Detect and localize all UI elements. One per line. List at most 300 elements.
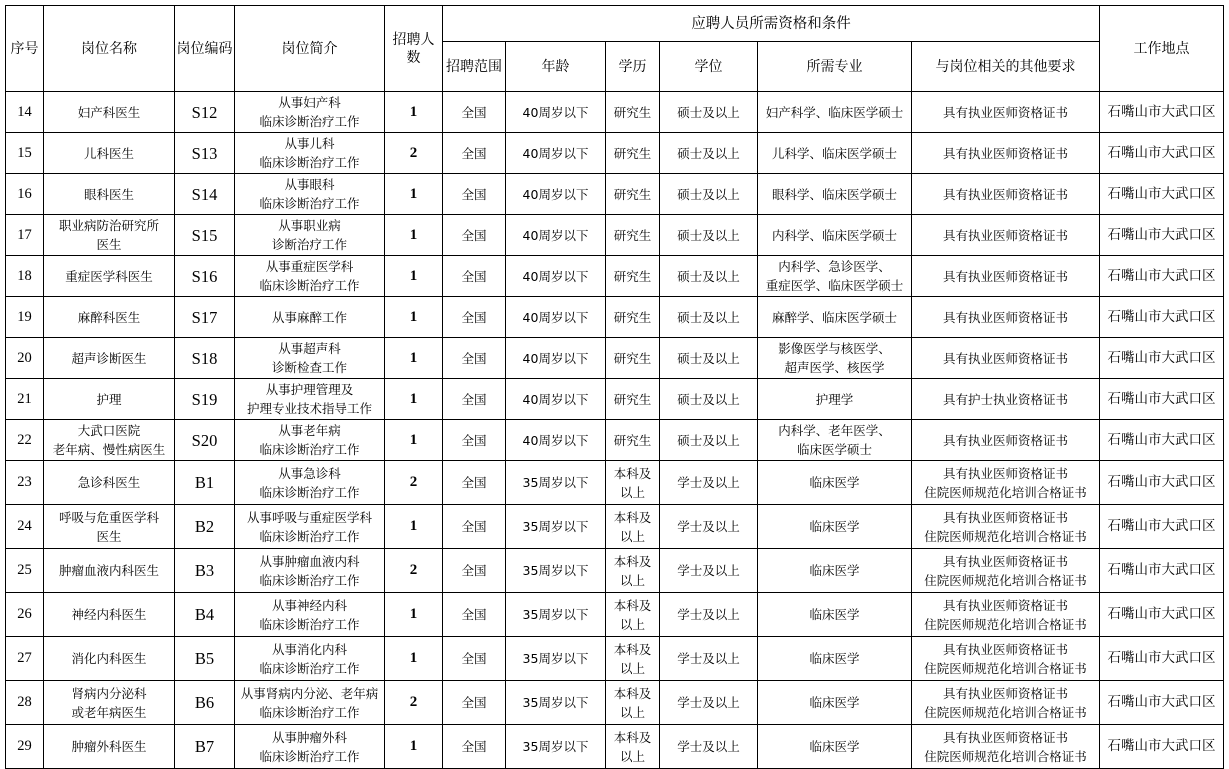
table-row [6, 637, 1224, 681]
cell-index: 18 [6, 256, 44, 297]
cell-location: 石嘴山市大武口区 [1100, 297, 1224, 338]
cell-post-name [44, 681, 175, 725]
cell-post-desc [235, 338, 385, 379]
header-location: 工作地点 [1100, 6, 1224, 92]
cell-location: 石嘴山市大武口区 [1100, 549, 1224, 593]
header-post-name: 岗位名称 [44, 6, 175, 92]
cell-major [758, 174, 912, 215]
cell-degree: 学士及以上 [660, 549, 758, 593]
cell-scope: 全国 [443, 505, 506, 549]
cell-recruit-count: 1 [385, 637, 443, 681]
cell-major-line: 妇产科学、临床医学硕士 [765, 104, 904, 120]
cell-major-line: 临床医学 [809, 739, 860, 754]
cell-other-line: 具有执业医师资格证书 [943, 186, 1069, 202]
cell-post-desc-line: 临床诊断治疗工作 [259, 616, 360, 632]
cell-post-name [44, 379, 175, 420]
cell-age: 35周岁以下 [506, 637, 606, 681]
cell-age: 40周岁以下 [506, 133, 606, 174]
cell-major-line: 护理学 [815, 391, 854, 407]
cell-scope: 全国 [443, 297, 506, 338]
cell-post-code: B5 [175, 637, 235, 681]
cell-post-name-line: 医生 [96, 237, 122, 252]
cell-education [606, 461, 660, 505]
cell-degree: 学士及以上 [660, 505, 758, 549]
cell-index: 27 [6, 637, 44, 681]
cell-other [912, 637, 1100, 681]
cell-other-line: 具有执业医师资格证书 [943, 597, 1069, 613]
cell-education [606, 549, 660, 593]
cell-post-desc-line: 临床诊断治疗工作 [259, 528, 360, 544]
cell-post-desc-line: 从事老年病 [278, 423, 341, 438]
cell-education-line: 本科及 [613, 597, 652, 613]
cell-post-code: S14 [175, 174, 235, 215]
cell-major [758, 725, 912, 769]
cell-post-name [44, 215, 175, 256]
cell-post-desc-line: 临床诊断治疗工作 [259, 748, 360, 764]
cell-location: 石嘴山市大武口区 [1100, 256, 1224, 297]
cell-location: 石嘴山市大武口区 [1100, 174, 1224, 215]
cell-major-line: 临床医学硕士 [796, 442, 872, 457]
cell-post-desc [235, 420, 385, 461]
cell-degree: 硕士及以上 [660, 297, 758, 338]
cell-post-name-line: 医生 [96, 528, 122, 544]
cell-location: 石嘴山市大武口区 [1100, 215, 1224, 256]
cell-major-line: 内科学、临床医学硕士 [771, 227, 897, 243]
table-row [6, 174, 1224, 215]
cell-index: 17 [6, 215, 44, 256]
cell-post-desc [235, 593, 385, 637]
cell-post-code: B1 [175, 461, 235, 505]
header-education: 学历 [606, 42, 660, 92]
cell-age: 40周岁以下 [506, 174, 606, 215]
header-major: 所需专业 [758, 42, 912, 92]
cell-major-line: 儿科学、临床医学硕士 [771, 145, 897, 161]
cell-major [758, 420, 912, 461]
cell-education-line: 本科及 [613, 509, 652, 525]
cell-other-line: 住院医师规范化培训合格证书 [924, 748, 1087, 764]
cell-post-desc-line: 诊断检查工作 [271, 360, 347, 375]
cell-scope: 全国 [443, 215, 506, 256]
cell-post-name-line: 护理 [96, 391, 122, 407]
cell-education-line: 研究生 [613, 309, 652, 325]
cell-post-desc-line: 临床诊断治疗工作 [259, 155, 360, 170]
cell-post-code: S18 [175, 338, 235, 379]
cell-education-line: 以上 [619, 704, 645, 720]
cell-recruit-count: 1 [385, 725, 443, 769]
cell-other [912, 379, 1100, 420]
cell-major [758, 549, 912, 593]
cell-education [606, 637, 660, 681]
cell-post-name [44, 637, 175, 681]
cell-education [606, 297, 660, 338]
cell-education-line: 研究生 [613, 391, 652, 407]
cell-major [758, 256, 912, 297]
cell-post-desc-line: 从事护理管理及 [265, 382, 354, 397]
cell-post-name-line: 神经内科医生 [71, 607, 147, 622]
cell-post-name [44, 133, 175, 174]
cell-index: 22 [6, 420, 44, 461]
cell-major [758, 593, 912, 637]
cell-post-desc-line: 临床诊断治疗工作 [259, 442, 360, 457]
cell-other [912, 593, 1100, 637]
cell-degree: 硕士及以上 [660, 379, 758, 420]
cell-post-desc-line: 从事麻醉工作 [271, 309, 347, 325]
cell-post-code: B7 [175, 725, 235, 769]
cell-post-name [44, 505, 175, 549]
cell-recruit-count: 1 [385, 593, 443, 637]
cell-other-line: 具有执业医师资格证书 [943, 268, 1069, 284]
cell-recruit-count: 2 [385, 133, 443, 174]
cell-post-name [44, 174, 175, 215]
cell-post-desc-line: 从事职业病 [278, 218, 341, 233]
cell-index: 20 [6, 338, 44, 379]
cell-major [758, 297, 912, 338]
cell-post-name [44, 256, 175, 297]
cell-other-line: 具有执业医师资格证书 [943, 685, 1069, 701]
cell-location: 石嘴山市大武口区 [1100, 461, 1224, 505]
cell-post-name [44, 549, 175, 593]
cell-post-desc [235, 256, 385, 297]
cell-recruit-count: 1 [385, 215, 443, 256]
cell-post-code: S19 [175, 379, 235, 420]
cell-degree: 学士及以上 [660, 681, 758, 725]
cell-major [758, 133, 912, 174]
cell-index: 26 [6, 593, 44, 637]
cell-post-name-line: 超声诊断医生 [71, 350, 147, 366]
cell-post-code: B3 [175, 549, 235, 593]
cell-age: 40周岁以下 [506, 379, 606, 420]
cell-age: 40周岁以下 [506, 92, 606, 133]
header-row-1 [6, 6, 1224, 42]
cell-post-code: S13 [175, 133, 235, 174]
cell-degree: 学士及以上 [660, 637, 758, 681]
header-other: 与岗位相关的其他要求 [912, 42, 1100, 92]
cell-post-code: S16 [175, 256, 235, 297]
cell-post-desc [235, 92, 385, 133]
header-age: 年龄 [506, 42, 606, 92]
cell-post-desc-line: 从事妇产科 [278, 95, 341, 110]
cell-other [912, 297, 1100, 338]
cell-scope: 全国 [443, 379, 506, 420]
cell-degree: 硕士及以上 [660, 215, 758, 256]
cell-scope: 全国 [443, 461, 506, 505]
cell-education [606, 215, 660, 256]
cell-post-code: B6 [175, 681, 235, 725]
cell-education-line: 本科及 [613, 465, 652, 481]
cell-post-desc-line: 从事肿瘤血液内科 [259, 553, 360, 569]
cell-education [606, 256, 660, 297]
cell-age: 35周岁以下 [506, 549, 606, 593]
cell-education [606, 338, 660, 379]
table-row [6, 297, 1224, 338]
cell-post-desc [235, 215, 385, 256]
cell-major-line: 临床医学 [809, 651, 860, 666]
cell-post-name-line: 或老年病医生 [71, 704, 147, 720]
cell-recruit-count: 1 [385, 505, 443, 549]
cell-education-line: 本科及 [613, 553, 652, 569]
cell-recruit-count: 1 [385, 338, 443, 379]
cell-education-line: 以上 [619, 660, 645, 676]
cell-age: 35周岁以下 [506, 681, 606, 725]
cell-education-line: 以上 [619, 616, 645, 632]
cell-recruit-count: 1 [385, 92, 443, 133]
cell-location: 石嘴山市大武口区 [1100, 338, 1224, 379]
cell-post-desc [235, 174, 385, 215]
table-row [6, 461, 1224, 505]
cell-post-name-line: 妇产科医生 [77, 104, 141, 120]
cell-post-desc-line: 临床诊断治疗工作 [259, 572, 360, 588]
cell-post-desc-line: 从事眼科 [284, 177, 335, 192]
cell-scope: 全国 [443, 133, 506, 174]
cell-other-line: 具有执业医师资格证书 [943, 350, 1069, 366]
table-row [6, 593, 1224, 637]
cell-major-line: 重症医学、临床医学硕士 [765, 278, 904, 293]
cell-other-line: 住院医师规范化培训合格证书 [924, 484, 1087, 500]
table-row [6, 725, 1224, 769]
cell-age: 40周岁以下 [506, 215, 606, 256]
cell-major-line: 麻醉学、临床医学硕士 [771, 309, 897, 325]
cell-recruit-count: 1 [385, 256, 443, 297]
cell-post-code: S12 [175, 92, 235, 133]
table-row [6, 681, 1224, 725]
cell-post-code: S15 [175, 215, 235, 256]
header-index: 序号 [6, 6, 44, 92]
cell-scope: 全国 [443, 681, 506, 725]
cell-other [912, 549, 1100, 593]
header-post-code: 岗位编码 [175, 6, 235, 92]
cell-other [912, 505, 1100, 549]
cell-other-line: 具有执业医师资格证书 [943, 641, 1069, 657]
cell-post-desc [235, 133, 385, 174]
cell-major-line: 临床医学 [809, 607, 860, 622]
cell-major [758, 681, 912, 725]
table-row [6, 420, 1224, 461]
cell-major [758, 505, 912, 549]
cell-post-desc-line: 从事神经内科 [271, 597, 347, 613]
cell-education-line: 研究生 [613, 104, 652, 120]
cell-index: 23 [6, 461, 44, 505]
cell-location: 石嘴山市大武口区 [1100, 379, 1224, 420]
cell-other-line: 具有执业医师资格证书 [943, 509, 1069, 525]
recruitment-table [5, 5, 1224, 769]
cell-location: 石嘴山市大武口区 [1100, 681, 1224, 725]
cell-education-line: 本科及 [613, 685, 652, 701]
header-scope: 招聘范围 [443, 42, 506, 92]
cell-education-line: 以上 [619, 528, 645, 544]
cell-other [912, 174, 1100, 215]
cell-post-name [44, 420, 175, 461]
cell-post-desc-line: 临床诊断治疗工作 [259, 196, 360, 211]
cell-other-line: 住院医师规范化培训合格证书 [924, 616, 1087, 632]
cell-education-line: 研究生 [613, 432, 652, 448]
cell-post-desc-line: 临床诊断治疗工作 [259, 660, 360, 676]
cell-education [606, 92, 660, 133]
cell-index: 24 [6, 505, 44, 549]
cell-age: 35周岁以下 [506, 593, 606, 637]
cell-age: 35周岁以下 [506, 461, 606, 505]
cell-index: 25 [6, 549, 44, 593]
cell-education-line: 以上 [619, 748, 645, 764]
cell-post-desc-line: 护理专业技术指导工作 [246, 401, 372, 416]
cell-education-line: 本科及 [613, 729, 652, 745]
cell-other [912, 681, 1100, 725]
cell-index: 19 [6, 297, 44, 338]
cell-other-line: 具有执业医师资格证书 [943, 227, 1069, 243]
cell-education-line: 研究生 [613, 186, 652, 202]
cell-index: 28 [6, 681, 44, 725]
cell-post-desc-line: 从事超声科 [278, 341, 341, 356]
cell-major-line: 超声医学、核医学 [784, 360, 885, 375]
cell-post-name-line: 儿科医生 [83, 145, 134, 161]
cell-post-name [44, 725, 175, 769]
cell-post-desc-line: 从事儿科 [284, 136, 335, 151]
cell-post-name [44, 338, 175, 379]
cell-other-line: 具有执业医师资格证书 [943, 465, 1069, 481]
cell-education-line: 本科及 [613, 641, 652, 657]
table-row [6, 338, 1224, 379]
cell-post-name [44, 461, 175, 505]
cell-location: 石嘴山市大武口区 [1100, 637, 1224, 681]
cell-other-line: 具有护士执业资格证书 [943, 391, 1069, 407]
cell-age: 40周岁以下 [506, 420, 606, 461]
cell-post-name [44, 593, 175, 637]
cell-recruit-count: 1 [385, 174, 443, 215]
cell-location: 石嘴山市大武口区 [1100, 420, 1224, 461]
cell-education-line: 研究生 [613, 350, 652, 366]
cell-other-line: 具有执业医师资格证书 [943, 145, 1069, 161]
cell-major-line: 临床医学 [809, 695, 860, 710]
cell-education [606, 505, 660, 549]
cell-post-name [44, 92, 175, 133]
cell-education-line: 以上 [619, 484, 645, 500]
cell-education-line: 研究生 [613, 145, 652, 161]
cell-post-desc-line: 临床诊断治疗工作 [259, 484, 360, 500]
cell-degree: 硕士及以上 [660, 420, 758, 461]
cell-degree: 学士及以上 [660, 593, 758, 637]
cell-major-line: 内科学、急诊医学、 [778, 259, 891, 274]
cell-education [606, 379, 660, 420]
cell-age: 35周岁以下 [506, 505, 606, 549]
cell-education [606, 133, 660, 174]
cell-scope: 全国 [443, 92, 506, 133]
cell-other-line: 住院医师规范化培训合格证书 [924, 660, 1087, 676]
cell-major [758, 379, 912, 420]
cell-post-name-line: 麻醉科医生 [77, 309, 141, 325]
cell-post-desc [235, 379, 385, 420]
cell-post-desc-line: 从事肾病内分泌、老年病 [240, 685, 379, 701]
table-body [6, 92, 1224, 769]
header-post-desc: 岗位简介 [235, 6, 385, 92]
cell-education-line: 以上 [619, 572, 645, 588]
cell-post-desc [235, 505, 385, 549]
cell-scope: 全国 [443, 725, 506, 769]
cell-post-desc-line: 从事呼吸与重症医学科 [246, 509, 372, 525]
table-row [6, 505, 1224, 549]
cell-education [606, 420, 660, 461]
cell-other-line: 具有执业医师资格证书 [943, 309, 1069, 325]
cell-post-name-line: 肾病内分泌科 [71, 685, 147, 701]
cell-age: 40周岁以下 [506, 297, 606, 338]
cell-degree: 学士及以上 [660, 725, 758, 769]
cell-recruit-count: 1 [385, 420, 443, 461]
cell-post-name-line: 大武口医院 [77, 423, 141, 438]
cell-education [606, 593, 660, 637]
cell-post-desc-line: 临床诊断治疗工作 [259, 704, 360, 720]
cell-post-desc-line: 诊断治疗工作 [271, 237, 347, 252]
cell-location: 石嘴山市大武口区 [1100, 725, 1224, 769]
header-degree: 学位 [660, 42, 758, 92]
cell-other-line: 住院医师规范化培训合格证书 [924, 528, 1087, 544]
cell-other-line: 具有执业医师资格证书 [943, 104, 1069, 120]
cell-post-desc [235, 461, 385, 505]
cell-major [758, 215, 912, 256]
cell-major [758, 637, 912, 681]
cell-major-line: 影像医学与核医学、 [778, 341, 891, 356]
cell-major-line: 临床医学 [809, 563, 860, 578]
cell-degree: 硕士及以上 [660, 338, 758, 379]
cell-post-name [44, 297, 175, 338]
cell-education [606, 725, 660, 769]
table-row [6, 133, 1224, 174]
cell-other [912, 256, 1100, 297]
cell-age: 40周岁以下 [506, 338, 606, 379]
cell-major [758, 338, 912, 379]
cell-other [912, 92, 1100, 133]
cell-post-name-line: 消化内科医生 [71, 651, 147, 666]
cell-location: 石嘴山市大武口区 [1100, 505, 1224, 549]
cell-post-name-line: 老年病、慢性病医生 [52, 442, 166, 457]
cell-post-desc-line: 临床诊断治疗工作 [259, 278, 360, 293]
cell-major-line: 眼科学、临床医学硕士 [771, 186, 897, 202]
cell-recruit-count: 1 [385, 297, 443, 338]
cell-post-desc-line: 从事重症医学科 [265, 259, 354, 274]
header-requirements-group: 应聘人员所需资格和条件 [443, 6, 1100, 42]
table-row [6, 549, 1224, 593]
cell-location: 石嘴山市大武口区 [1100, 593, 1224, 637]
cell-post-code: S20 [175, 420, 235, 461]
cell-other-line: 具有执业医师资格证书 [943, 553, 1069, 569]
cell-other [912, 420, 1100, 461]
cell-education-line: 研究生 [613, 268, 652, 284]
cell-major [758, 92, 912, 133]
cell-index: 21 [6, 379, 44, 420]
table-row [6, 215, 1224, 256]
cell-degree: 硕士及以上 [660, 256, 758, 297]
cell-index: 14 [6, 92, 44, 133]
cell-recruit-count: 2 [385, 681, 443, 725]
table-row [6, 92, 1224, 133]
cell-post-desc [235, 549, 385, 593]
cell-degree: 学士及以上 [660, 461, 758, 505]
cell-education [606, 681, 660, 725]
cell-education-line: 研究生 [613, 227, 652, 243]
cell-education [606, 174, 660, 215]
cell-post-name-line: 职业病防治研究所 [58, 218, 159, 233]
cell-post-name-line: 肿瘤血液内科医生 [58, 563, 159, 578]
cell-post-desc-line: 从事肿瘤外科 [271, 729, 347, 745]
cell-other [912, 461, 1100, 505]
cell-major-line: 内科学、老年医学、 [778, 423, 891, 438]
cell-other-line: 具有执业医师资格证书 [943, 729, 1069, 745]
cell-index: 16 [6, 174, 44, 215]
cell-age: 40周岁以下 [506, 256, 606, 297]
cell-scope: 全国 [443, 593, 506, 637]
cell-post-desc [235, 297, 385, 338]
cell-major-line: 临床医学 [809, 475, 860, 490]
cell-other [912, 338, 1100, 379]
cell-scope: 全国 [443, 420, 506, 461]
cell-major-line: 临床医学 [809, 519, 860, 534]
